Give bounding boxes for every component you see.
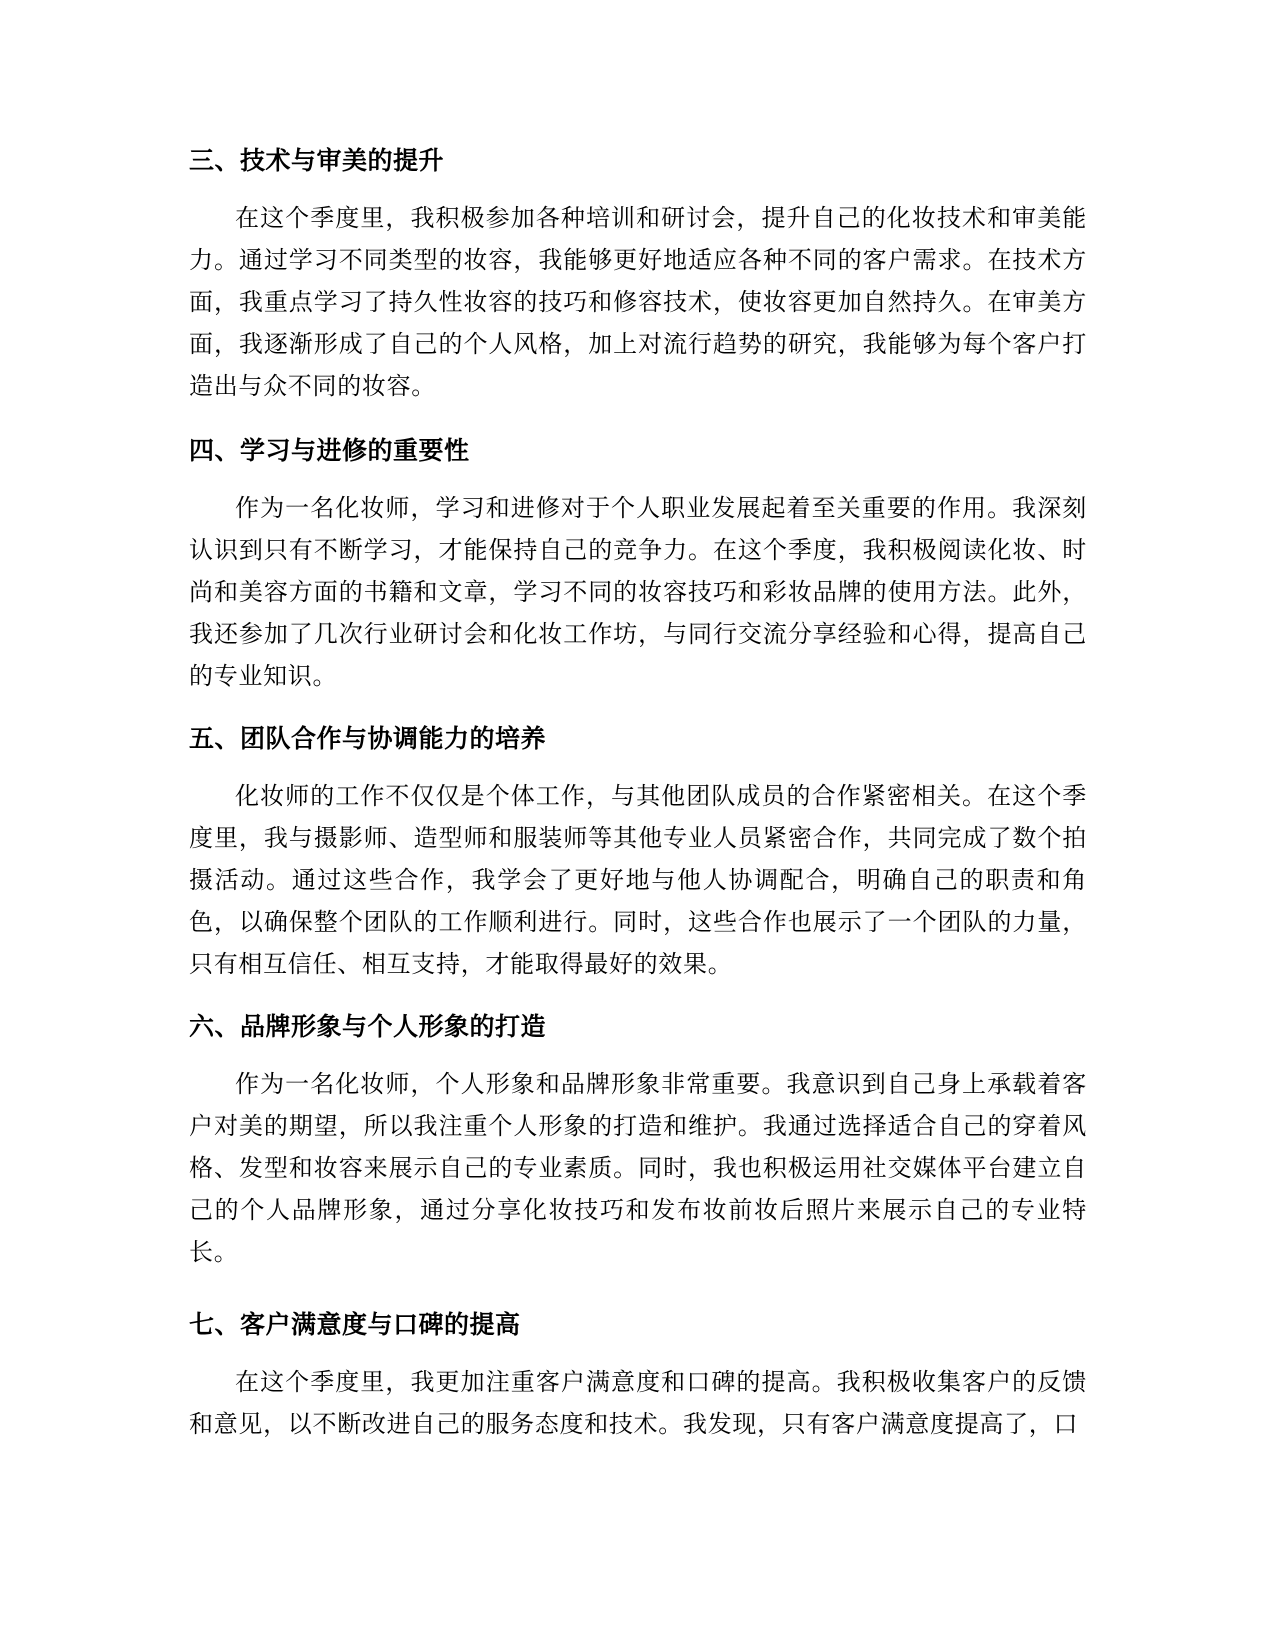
document-content: [189, 143, 1087, 1445]
section-paragraph: 在这个季度里，我更加注重客户满意度和口碑的提高。我积极收集客户的反馈和意见，以不断改进自己的服务态度和技术。我发现，只有客户满意度提高了，口: [189, 1368, 1087, 1438]
section-heading: 五、团队合作与协调能力的培养: [189, 724, 547, 753]
section-customer-satisfaction: [189, 1307, 1087, 1445]
section-learning-importance: [189, 433, 1087, 697]
section-heading: 四、学习与进修的重要性: [189, 436, 470, 465]
section-paragraph: 作为一名化妆师，个人形象和品牌形象非常重要。我意识到自己身上承载着客户对美的期望，所以我注重个人形象的打造和维护。我通过选择适合自己的穿着风格、发型和妆容来展示自己的专业素质。同时，我也积极运用社交媒体平台建立自己的个人品牌形象，通过分享化妆技巧和发布妆前妆后照片来展示自己的专业特长。: [189, 1070, 1087, 1266]
section-heading: 三、技术与审美的提升: [189, 146, 445, 175]
section-paragraph: 化妆师的工作不仅仅是个体工作，与其他团队成员的合作紧密相关。在这个季度里，我与摄影师、造型师和服装师等其他专业人员紧密合作，共同完成了数个拍摄活动。通过这些合作，我学会了更好地与他人协调配合，明确自己的职责和角色，以确保整个团队的工作顺利进行。同时，这些合作也展示了一个团队的力量，只有相互信任、相互支持，才能取得最好的效果。: [189, 782, 1087, 978]
section-paragraph: 在这个季度里，我积极参加各种培训和研讨会，提升自己的化妆技术和审美能力。通过学习不同类型的妆容，我能够更好地适应各种不同的客户需求。在技术方面，我重点学习了持久性妆容的技巧和修容技术，使妆容更加自然持久。在审美方面，我逐渐形成了自己的个人风格，加上对流行趋势的研究，我能够为每个客户打造出与众不同的妆容。: [189, 204, 1087, 400]
section-technique-aesthetics: [189, 143, 1087, 407]
section-teamwork: [189, 721, 1087, 985]
section-brand-image: [189, 1009, 1087, 1273]
section-paragraph: 作为一名化妆师，学习和进修对于个人职业发展起着至关重要的作用。我深刻认识到只有不断学习，才能保持自己的竞争力。在这个季度，我积极阅读化妆、时尚和美容方面的书籍和文章，学习不同的妆容技巧和彩妆品牌的使用方法。此外，我还参加了几次行业研讨会和化妆工作坊，与同行交流分享经验和心得，提高自己的专业知识。: [189, 494, 1087, 690]
section-heading: 七、客户满意度与口碑的提高: [189, 1310, 521, 1339]
section-heading: 六、品牌形象与个人形象的打造: [189, 1012, 547, 1041]
